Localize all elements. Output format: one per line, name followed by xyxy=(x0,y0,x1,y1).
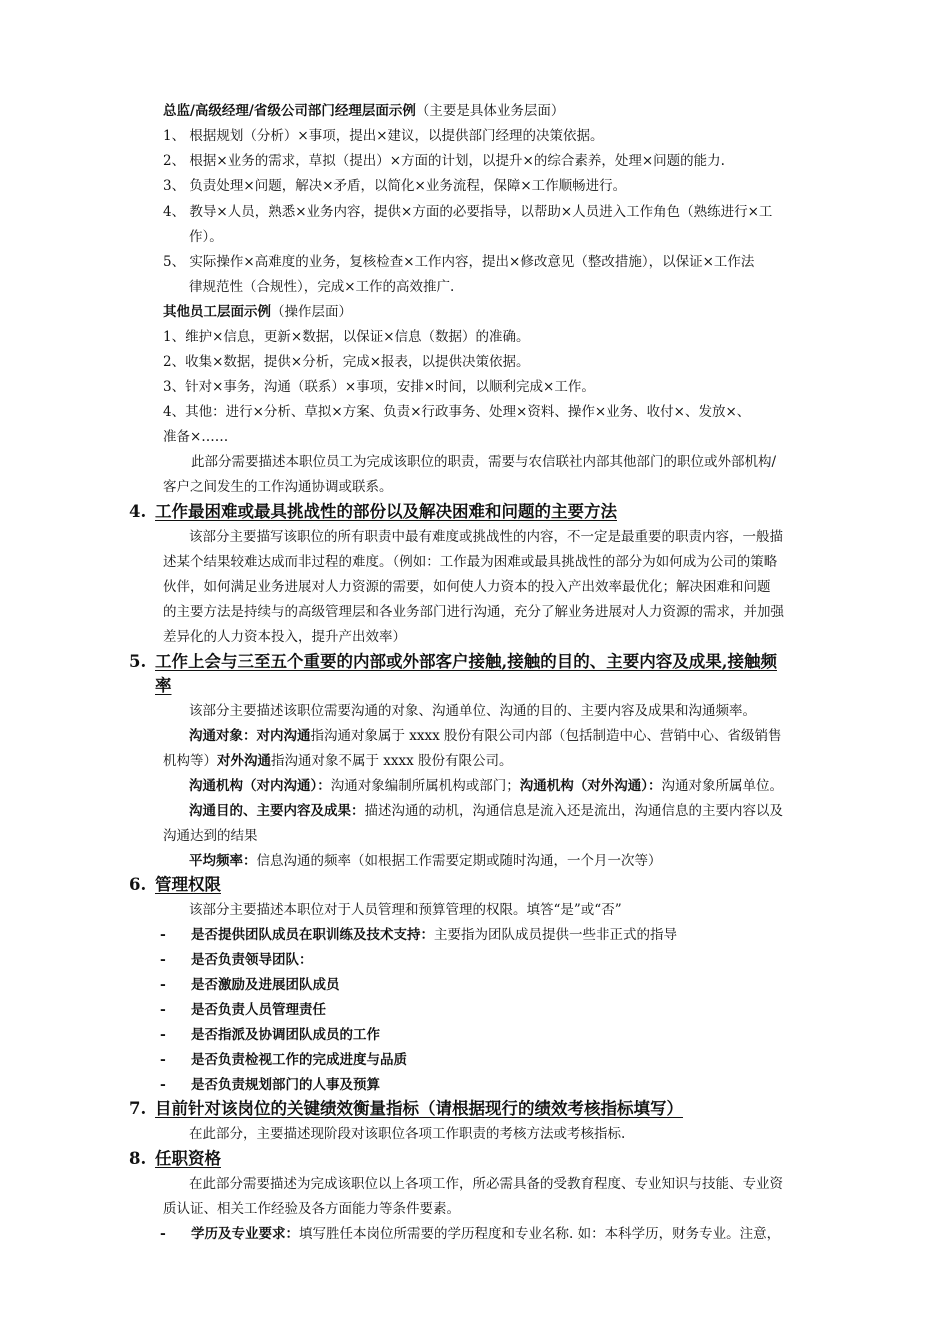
bullet-dash: - xyxy=(160,927,166,943)
staff-item: 3、针对×事务，沟通（联系）×事项，安排×时间，以顺利完成×工作。 xyxy=(163,379,595,395)
permission-item: 是否指派及协调团队成员的工作 xyxy=(191,1027,380,1043)
section-6-heading xyxy=(129,874,221,896)
section-4-line: 该部分主要描写该职位的所有职责中最有难度或挑战性的内容，不一定是最重要的职责内容，一般描 xyxy=(189,529,783,545)
section-5-frequency xyxy=(189,852,662,870)
section-8-heading xyxy=(129,1148,221,1170)
staff-item: 1、维护×信息，更新×数据，以保证×信息（数据）的准确。 xyxy=(163,329,530,345)
internal-comm-text-end: 机构等） xyxy=(163,753,217,769)
managers-example-note: （主要是具体业务层面） xyxy=(415,103,565,119)
managers-item-continued: 作）。 xyxy=(189,229,223,245)
internal-comm-label: 沟通对象：对内沟通 xyxy=(189,728,311,744)
section-6-intro: 该部分主要描述本职位对于人员管理和预算管理的权限。填答“是”或“否” xyxy=(189,902,622,918)
section-6-number: 6. xyxy=(129,875,147,894)
permission-label: 是否提供团队成员在职训练及技术支持： xyxy=(191,927,434,943)
section-4-line: 伙伴，如何满足业务进展对人力资源的需要，如何使人力资本的投入产出效率最优化；解决困难和问题 xyxy=(163,579,771,595)
managers-item: 2、 根据×业务的需求，草拟（提出）×方面的计划，以提升×的综合素养，处理×问题的能力. xyxy=(163,153,725,169)
staff-example-heading xyxy=(163,303,352,321)
bullet-dash: - xyxy=(160,1052,166,1068)
bullet-dash: - xyxy=(160,1027,166,1043)
section-5-intro: 该部分主要描述该职位需要沟通的对象、沟通单位、沟通的目的、主要内容及成果和沟通频率。 xyxy=(189,703,756,719)
org-external-label: 沟通机构（对外沟通）： xyxy=(519,778,662,794)
permission-item: 是否激励及进展团队成员 xyxy=(191,977,340,993)
staff-example-title: 其他员工层面示例 xyxy=(163,304,271,320)
internal-comm-text: 指沟通对象属于 xxxx 股份有限公司内部（包括制造中心、营销中心、省级销售 xyxy=(310,728,782,744)
education-requirement xyxy=(191,1225,780,1243)
org-external-text: 沟通对象所属单位。 xyxy=(661,778,783,794)
external-comm-text: 指沟通对象不属于 xxxx 股份有限公司。 xyxy=(271,753,513,769)
section3-paragraph-continued: 客户之间发生的工作沟通协调或联系。 xyxy=(163,479,393,495)
education-label: 学历及专业要求： xyxy=(191,1226,299,1242)
staff-item: 4、其他：进行×分析、草拟×方案、负责×行政事务、处理×资料、操作×业务、收付×、发放×、 xyxy=(163,404,751,420)
org-internal-label: 沟通机构（对内沟通）： xyxy=(189,778,331,794)
org-internal-text: 沟通对象编制所属机构或部门； xyxy=(330,778,520,794)
section-5-title: 工作上会与三至五个重要的内部或外部客户接触,接触的目的、主要内容及成果,接触频 xyxy=(155,652,777,671)
section-4-line: 的主要方法是持续与的高级管理层和各业务部门进行沟通，充分了解业务进展对人力资源的需求，并加强 xyxy=(163,604,784,620)
section-6-title: 管理权限 xyxy=(155,875,221,894)
section-5-title-end: 率 xyxy=(155,676,172,695)
section3-paragraph: 此部分需要描述本职位员工为完成该职位的职责，需要与农信联社内部其他部门的职位或外部机构/ xyxy=(191,454,777,470)
permission-item: 是否负责人员管理责任 xyxy=(191,1002,326,1018)
managers-item: 5、 实际操作×高难度的业务，复核检查×工作内容，提出×修改意见（整改措施），以保证×工作法 xyxy=(163,254,755,270)
section-8-title: 任职资格 xyxy=(155,1149,221,1168)
section-5-heading-continued xyxy=(155,675,172,697)
permission-item xyxy=(191,926,677,944)
staff-example-note: （操作层面） xyxy=(271,304,352,320)
external-comm-label: 对外沟通 xyxy=(217,753,271,769)
section-4-number: 4. xyxy=(129,502,147,521)
section-5-objects xyxy=(189,727,782,745)
staff-item: 2、收集×数据，提供×分析，完成×报表，以提供决策依据。 xyxy=(163,354,530,370)
section-8-line: 在此部分需要描述为完成该职位以上各项工作，所必需具备的受教育程度、专业知识与技能、专业资 xyxy=(189,1176,783,1192)
bullet-dash: - xyxy=(160,1226,166,1242)
section-5-purpose xyxy=(189,802,783,820)
section-5-number: 5. xyxy=(129,652,147,671)
section-5-org xyxy=(189,777,783,795)
section-8-number: 8. xyxy=(129,1149,147,1168)
section-4-line: 差异化的人力资本投入，提升产出效率） xyxy=(163,629,406,645)
section-7-heading xyxy=(129,1098,683,1120)
section-7-title: 目前针对该岗位的关键绩效衡量指标（请根据现行的绩效考核指标填写） xyxy=(155,1099,683,1118)
section-8-line-continued: 质认证、相关工作经验及各方面能力等条件要素。 xyxy=(163,1201,460,1217)
permission-item: 是否负责规划部门的人事及预算 xyxy=(191,1077,380,1093)
section-5-objects-continued xyxy=(163,752,513,770)
bullet-dash: - xyxy=(160,952,166,968)
frequency-text: 信息沟通的频率（如根据工作需要定期或随时沟通，一个月一次等） xyxy=(256,853,662,869)
section-5-heading xyxy=(129,651,777,673)
section-4-heading xyxy=(129,501,617,523)
frequency-label: 平均频率： xyxy=(189,853,257,869)
permission-item: 是否负责检视工作的完成进度与品质 xyxy=(191,1052,407,1068)
bullet-dash: - xyxy=(160,977,166,993)
section-4-line: 述某个结果较难达成而非过程的难度。（例如：工作最为困难或最具挑战性的部分为如何成为公司的策略 xyxy=(163,554,778,570)
section-7-number: 7. xyxy=(129,1099,147,1118)
managers-item: 1、 根据规划（分析）×事项，提出×建议，以提供部门经理的决策依据。 xyxy=(163,128,604,144)
section-7-text: 在此部分，主要描述现阶段对该职位各项工作职责的考核方法或考核指标. xyxy=(189,1126,626,1142)
managers-item: 3、 负责处理×问题，解决×矛盾，以简化×业务流程，保障×工作顺畅进行。 xyxy=(163,178,627,194)
managers-example-heading xyxy=(163,102,564,120)
bullet-dash: - xyxy=(160,1002,166,1018)
bullet-dash: - xyxy=(160,1077,166,1093)
section-4-title: 工作最困难或最具挑战性的部份以及解决困难和问题的主要方法 xyxy=(155,502,617,521)
section-5-purpose-continued: 沟通达到的结果 xyxy=(163,828,258,844)
staff-item-continued: 准备×…… xyxy=(163,429,229,445)
education-text: 填写胜任本岗位所需要的学历程度和专业名称. 如：本科学历，财务专业。注意， xyxy=(299,1226,781,1242)
permission-text: 主要指为团队成员提供一些非正式的指导 xyxy=(434,927,677,943)
purpose-label: 沟通目的、主要内容及成果： xyxy=(189,803,365,819)
managers-item: 4、 教导×人员，熟悉×业务内容，提供×方面的必要指导，以帮助×人员进入工作角色（熟练进行×工 xyxy=(163,204,773,220)
permission-item: 是否负责领导团队： xyxy=(191,952,313,968)
managers-example-title: 总监/高级经理/省级公司部门经理层面示例 xyxy=(163,103,416,119)
managers-item-continued: 律规范性（合规性），完成×工作的高效推广. xyxy=(189,279,455,295)
purpose-text: 描述沟通的动机，沟通信息是流入还是流出，沟通信息的主要内容以及 xyxy=(364,803,783,819)
